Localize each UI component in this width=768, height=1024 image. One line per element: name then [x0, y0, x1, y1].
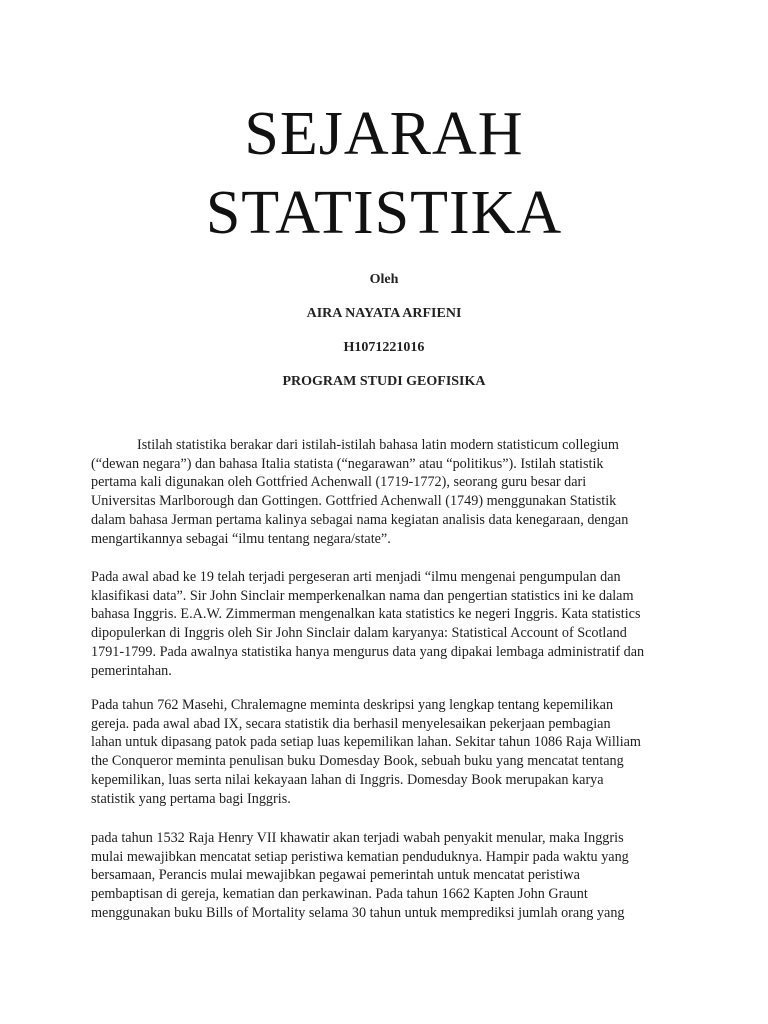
- paragraph-line: mengartikannya sebagai “ilmu tentang negara/state”.: [91, 530, 391, 547]
- paragraph-line: pembaptisan di gereja, kematian dan perkawinan. Pada tahun 1662 Kapten John Graunt: [91, 886, 588, 903]
- student-id: H1071221016: [343, 340, 425, 355]
- document-title-line-1: SEJARAH: [244, 100, 524, 168]
- paragraph-line: klasifikasi data”. Sir John Sinclair memperkenalkan nama dan pengertian statistics ini ke dalam: [91, 587, 634, 604]
- paragraph-4: [91, 829, 691, 923]
- document-title-line-2: STATISTIKA: [205, 179, 563, 247]
- paragraph-line: pada tahun 1532 Raja Henry VII khawatir akan terjadi wabah penyakit menular, maka Inggris: [91, 830, 624, 846]
- paragraph-line: pertama kali digunakan oleh Gottfried Achenwall (1719-1772), seorang guru besar dari: [91, 474, 587, 491]
- paragraph-line: dipopulerkan di Inggris oleh Sir John Sinclair dalam karyanya: Statistical Account of Scotland: [91, 625, 627, 642]
- paragraph-line: (“dewan negara”) dan bahasa Italia statista (“negarawan” atau “politikus”). Istilah statistik: [91, 455, 604, 472]
- paragraph-line: Pada tahun 762 Masehi, Chralemagne meminta deskripsi yang lengkap tentang kepemilikan: [91, 697, 614, 713]
- paragraph-line: Universitas Marlborough dan Gottingen. Gottfried Achenwall (1749) menggunakan Statistik: [91, 493, 617, 510]
- paragraph-line: gereja. pada awal abad IX, secara statistik dia berhasil menyelesaikan pekerjaan pembagian: [91, 715, 611, 732]
- paragraph-line: mulai mewajibkan mencatat setiap peristiwa kematian penduduknya. Hampir pada waktu yang: [91, 848, 629, 865]
- paragraph-line: 1791-1799. Pada awalnya statistika hanya mengurus data yang dipakai lembaga administratif dan: [91, 643, 645, 660]
- paragraph-line: bersamaan, Perancis mulai mewajibkan pegawai pemerintah untuk mencatat peristiwa: [91, 867, 580, 884]
- paragraph-line: bahasa Inggris. E.A.W. Zimmerman mengenalkan kata statistics ke negeri Inggris. Kata statistics: [91, 606, 641, 623]
- paragraph-line: menggunakan buku Bills of Mortality selama 30 tahun untuk memprediksi jumlah orang yang: [91, 904, 625, 921]
- paragraph-line: dalam bahasa Jerman pertama kalinya sebagai nama kegiatan analisis data kenegaraan, dengan: [91, 511, 629, 528]
- paragraph-line: lahan untuk dipasang patok pada setiap luas kepemilikan lahan. Sekitar tahun 1086 Raja William: [91, 734, 641, 751]
- paragraph-2: [91, 568, 691, 680]
- paragraph-line: kepemilikan, luas serta nilai kekayaan lahan di Inggris. Domesday Book merupakan karya: [91, 771, 604, 788]
- paragraph-line: the Conqueror meminta penulisan buku Domesday Book, sebuah buku yang mencatat tentang: [91, 753, 624, 770]
- paragraph-line: statistik yang pertama bagi Inggris.: [91, 790, 291, 807]
- by-label: Oleh: [369, 272, 399, 287]
- study-program: PROGRAM STUDI GEOFISIKA: [282, 374, 486, 389]
- paragraph-1: [91, 436, 691, 548]
- paragraph-line: Pada awal abad ke 19 telah terjadi pergeseran arti menjadi “ilmu mengenai pengumpulan dan: [91, 569, 621, 585]
- paragraph-line: pemerintahan.: [91, 662, 172, 679]
- paragraph-3: [91, 696, 691, 808]
- paragraph-line: Istilah statistika berakar dari istilah-istilah bahasa latin modern statisticum collegium: [137, 437, 619, 453]
- author-name: AIRA NAYATA ARFIENI: [306, 306, 462, 321]
